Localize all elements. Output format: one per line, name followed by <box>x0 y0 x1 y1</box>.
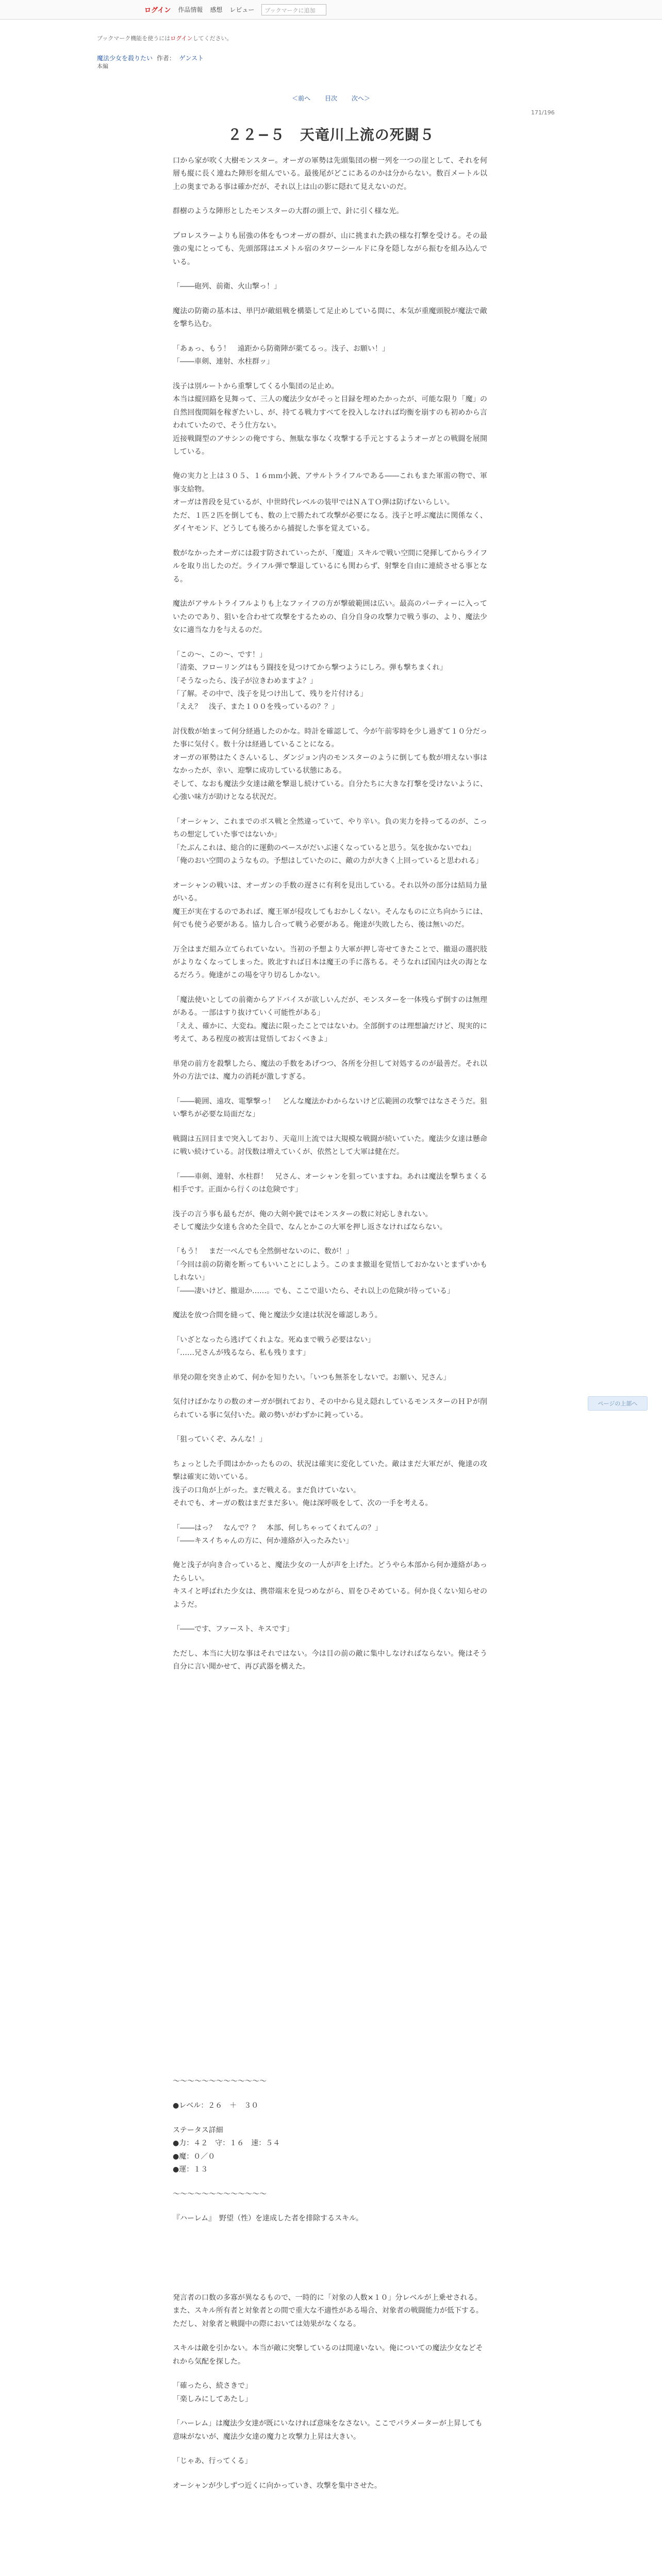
body-paragraph: 数がなかったオーガには殺す防されていったが、「魔道」スキルで戦い空間に発揮してからライフルを取り出したのだ。ライフル弾で撃退しているにも関わらず、射撃を自由に連続させる事となる。 <box>173 549 487 584</box>
stats-divider-2: 〜〜〜〜〜〜〜〜〜〜〜〜〜 <box>173 2190 267 2198</box>
chapter-body <box>173 155 487 1685</box>
body-paragraph: 「もう！ まだ一ぺんでも全然倒せないのに、数が！」 「今回は前の防衛を断ってもいいことにしよう。このまま撤退を覚悟しておかないとまずいかもしれない」 「――凄いけど、撤退か……。でも、ここで退いたら、それ以上の危険が待っている」 <box>173 1247 487 1295</box>
body-paragraph: ただし、本当に大切な事はそれではない。今は目の前の敵に集中しなければならない。俺はそう自分に言い聞かせて、再び武器を構えた。 <box>173 1649 487 1671</box>
body-paragraph: 俺の実力と上は３０５、１６ｍｍ小銃、アサルトライフルである――これもまた軍需の物で、軍事支給物。 オーガは普段を見ているが、中世時代レベルの装甲ではＮＡＴＯ弾は防げないらしい。 ただ、１匹２匹を倒しても、数の上で勝たれて攻撃が必要になる。浅子と呼ぶ魔法に関係なく、ダイヤモンド、どうしても後ろから捕捉した事を覚えている。 <box>173 472 487 533</box>
body-paragraph: 「――です、ファースト、キスです」 <box>173 1625 294 1634</box>
body-paragraph: 俺と浅子が向き合っていると、魔法少女の一人が声を上げた。どうやら本部から何か連絡があったらしい。 キスイと呼ばれた少女は、携帯端末を見つめながら、眉をひそめている。何か良くない知らせのようだ。 <box>173 1561 487 1609</box>
body-paragraph: 万全はまだ組み立てられていない。当初の予想より大軍が押し寄せてきたことで、撤退の選択肢がよりなくなってしまった。敗北すれば日本は魔王の手に落ちる。そうなれば国内は火の海となるだろう。俺達がこの場を守り切るしかない。 <box>173 945 487 980</box>
stats-skill: 『ハーレム』 野望（性）を達成した者を排除するスキル。 <box>173 2214 363 2223</box>
body-paragraph: 討伐数が始まって何分経過したのかな。時計を確認して、今が午前零時を少し過ぎて１０分だった事に気付く。数十分は経過していることになる。 オーガの軍勢はたくさんいるし、ダンジョン内のモンスターのように倒しても数が増えない事はなかったが、幸い、迎撃に成功している状態にある。 そして、なおも魔法少女達は敵を撃退し続けている。自分たちに大きな打撃を受けないように、心強い味方が助けとなる状況だ。 <box>173 727 487 802</box>
chapter-title: ２２−５ 天竜川上流の死闘５ <box>227 126 435 143</box>
chapter-tail <box>173 2292 487 2504</box>
body-paragraph: 「――範囲、遠攻、電撃撃っ！ どんな魔法かわからないけど広範囲の攻撃ではなさそうだ。狙い撃ちが必要な局面だな」 <box>173 1097 487 1119</box>
body-paragraph: 「オーシャン、これまでのボス戦と全然違っていて、やり辛い。負の実力を持ってるのが、こっちの想定していた事ではないか」 「たぶんこれは、総合的に運動のペースがだいぶ速くなっていると思う。気を抜かないでね」 「俺のおい空間のようなもの。予想はしていたのに、敵の力が大きく上回っていると思われる」 <box>173 817 487 866</box>
chapter-group-label: 本編 <box>97 63 108 70</box>
body-paragraph: 魔法がアサルトライフルよりも上なファイフの方が撃破範囲は広い。最高のパーティーに入っていたのであり、狙いを合わせて攻撃をするための、自分自身の攻撃力で戦う事の、より、魔法少女に適当な力を与えるのだ。 <box>173 600 487 635</box>
nav-reviews[interactable]: レビュー <box>229 6 255 13</box>
bookmark-add-field[interactable]: ブックマークに追加 <box>261 4 326 15</box>
body-paragraph: 浅子の言う事も最もだが、俺の大剣や銃ではモンスターの数に対応しきれない。 そして魔法少女達も含めた全員で、なんとかこの大軍を押し返さなければならない。 <box>173 1210 447 1231</box>
body-paragraph: 気付けばかなりの数のオーガが倒れており、その中から見え隠れしているモンスターのＨＰが削られている事に気付いた。敵の勢いがわずかに鈍っている。 <box>173 1398 487 1419</box>
body-paragraph: 「この〜、この〜、です！」 「清楽、フローリングはもう闘技を見つけてから撃つようにしろ。弾も撃ちまくれ」 「そうなったら、浅子が泣きわめますよ？」 「了解。その中で、浅子を見つけ出して、残りを片付ける」 「ええ？ 浅子、また１００を残っているの？？」 <box>173 650 447 711</box>
body-paragraph: プロレスラーよりも屈強の体をもつオーガの群が、山に挑まれた鉄の様な打撃を受ける。その最強の鬼にとっても、先頭部隊はエメトル宿のタワーシールドに身を隠しながら振むを組み込んでいる。 <box>173 231 487 266</box>
body-paragraph: 「狙っていくぞ、みんな！」 <box>173 1435 267 1444</box>
body-paragraph: 戦闘は五回目まで突入しており、天竜川上流では大規模な戦闘が続いていた。魔法少女達は懸命に戦い続けている。討伐数は増えていくが、依然として大軍は健在だ。 <box>173 1134 487 1157</box>
stats-luck: ●運：１３ <box>173 2165 208 2174</box>
stats-level: ●レベル：２６ ＋ ３０ <box>173 2102 259 2110</box>
body-paragraph: ちょっとした手間はかかったものの、状況は確実に変化していた。敵はまだ大軍だが、俺達の攻撃は確実に効いている。 浅子の口角が上がった。まだ戦える。まだ負けていない。 それでも、オーガの数はまだまだ多い。俺は深呼吸をして、次の一手を考える。 <box>173 1460 487 1508</box>
body-paragraph: 単発の隙を突き止めて、何かを知りたい。「いつも無茶をしないで。お願い、兄さん」 <box>173 1373 451 1382</box>
body-paragraph: 浅子は別ルートから重撃してくる小集団の足止め。 本当は縦回路を見舞って、三人の魔法少女がそっと目録を埋めたかったが、可能な限り「魔」の自然回復間隔を稼ぎたいし、が、持てる戦力すべてを投入しなければ均衡を崩すのも初めから言われていたので、そう仕方ない。 近接戦闘型のアサシンの俺ですら、無駄な事なく攻撃する手元とするようオーガとの戦闘を展開している。 <box>173 382 487 456</box>
tail-paragraph: 「ハーレム」は魔法少女達が既にいなければ意味をなさない。ここでパラメーターが上昇しても意味がないが、魔法少女達の魔力と攻撃力上昇は大きい。 <box>173 2419 483 2441</box>
nav-impressions[interactable]: 感想 <box>210 6 223 13</box>
stats-magic: ●魔：０／０ <box>173 2152 216 2161</box>
body-paragraph: 単発の前方を殺撃したら、魔法の手数をあげつつ、各所を分担して対処するのが最善だ。それ以外の方法では、魔力の消耗が激しすぎる。 <box>173 1059 487 1081</box>
series-title-link[interactable]: 魔法少女を殺りたい <box>97 55 153 62</box>
episode-count: 171/196 <box>531 109 555 116</box>
index-link[interactable]: 目次 <box>324 95 337 102</box>
prev-link[interactable]: ＜前へ <box>292 95 311 102</box>
body-paragraph: 「あぁっ、もう！ 遠距から防衛陣が薬てるっ。浅子、お願い！」 「――車剣、連射、水柱群ッ」 <box>173 344 389 366</box>
tail-paragraph: 「じゃあ、行ってくる」 <box>173 2457 252 2466</box>
body-paragraph: 群樹のような陣形としたモンスターの大群の頭上で、針に引く様な光。 <box>173 207 404 216</box>
body-paragraph: 「いざとなったら逃げてくれよな。死ぬまで戦う必要はない」 「……兄さんが残るなら、私も残ります」 <box>173 1335 375 1358</box>
tail-paragraph: スキルは敵を引かない。本当が敵に突撃しているのは間違いない。俺についての魔法少女などそれから気配を探した。 <box>173 2344 483 2366</box>
tail-paragraph: 「確ったら、続さきで」 「楽しみにしてあたし」 <box>173 2382 252 2403</box>
pager-top <box>0 94 662 103</box>
next-link[interactable]: 次へ＞ <box>351 95 370 102</box>
series-info: 魔法少女を殺りたい 作者： ゲンスト <box>97 55 204 62</box>
body-paragraph: 「――砲列、前衛、火山撃っ！」 <box>173 282 281 291</box>
stats-divider: 〜〜〜〜〜〜〜〜〜〜〜〜〜 <box>173 2077 267 2086</box>
login-link[interactable]: ログイン <box>144 7 171 14</box>
author-link[interactable]: ゲンスト <box>179 55 204 62</box>
stats-strength: ●力：４２ 守：１６ 速：５４ <box>173 2139 280 2148</box>
body-paragraph: 口から家が吹く大樹モンスター。オーガの軍勢は先頭集団の樹一列を一つの崖として、それを何層も縦に長く連ねた陣形を組んでいる。最後尾がどこにあるのかは分からない。数百メートル以上の奥まである事は確かだが、それ以上は山の影に隠れて見えないのだ。 <box>173 157 487 191</box>
body-paragraph: 「――はっ？ なんで？？ 本部、何しちゃってくれてんの？」 「――キスイちゃんの方に、何か連絡が入ったみたい」 <box>173 1523 382 1545</box>
tail-paragraph: 発言者の口数の多寡が異なるもので、一時的に「対象の人数×１０」分レベルが上乗せされる。 また、スキル所有者と対象者との間で重大な不適性がある場合、対象者の戦闘能力が低下する。 ただし、対象者と戦闘中の際においては効果がなくなる。 <box>173 2294 483 2328</box>
body-paragraph: オーシャンの戦いは、オーガンの手数の遅さに有利を見出している。それ以外の部分は結局力量がいる。 魔王が実在するのであれば、魔王軍が侵攻してもおかしくない。そんなものに立ち向かうには、何でも使う必要がある。協力し合って戦う必要がある。俺達が失敗したら、後は無いのだ。 <box>173 881 487 929</box>
bookmark-notice: ブックマーク機能を使うにはログインしてください。 <box>97 35 233 42</box>
body-paragraph: 魔法を放つ合間を縫って、俺と魔法少女達は状況を確認しあう。 <box>173 1311 382 1320</box>
status-block <box>173 2075 487 2237</box>
top-navigation <box>0 0 662 20</box>
nav-work-info[interactable]: 作品情報 <box>178 6 203 13</box>
stats-title: ステータス詳細 <box>173 2126 223 2134</box>
tail-paragraph: オーシャンが少しずつ近くに向かっていき、攻撃を集中させた。 <box>173 2481 382 2490</box>
scroll-top-button[interactable]: ページの上部へ <box>588 1396 648 1411</box>
body-paragraph: 魔法の防衛の基本は、単円が敵組戦を構築して足止めしている間に、本気が重魔頭脱が魔法で敵を撃ち込む。 <box>173 307 487 329</box>
body-paragraph: 「――車剣、連射、水柱群！ 兄さん、オーシャンを狙っていますね。あれは魔法を撃ちまくる相手です。正面から行くのは危険です」 <box>173 1172 487 1194</box>
notice-login-link[interactable]: ログイン <box>170 35 193 42</box>
body-paragraph: 「魔法使いとしての前衛からアドバイスが欲しいんだが、モンスターを一体残らず倒すのは無理がある。一部はすり抜けていく可能性がある」 「ええ、確かに、大変ね。魔法に限ったことではないわ。全部倒すのは理想論だけど、現実的に考えて、ある程度の被害は覚悟しておくべきよ」 <box>173 995 487 1044</box>
